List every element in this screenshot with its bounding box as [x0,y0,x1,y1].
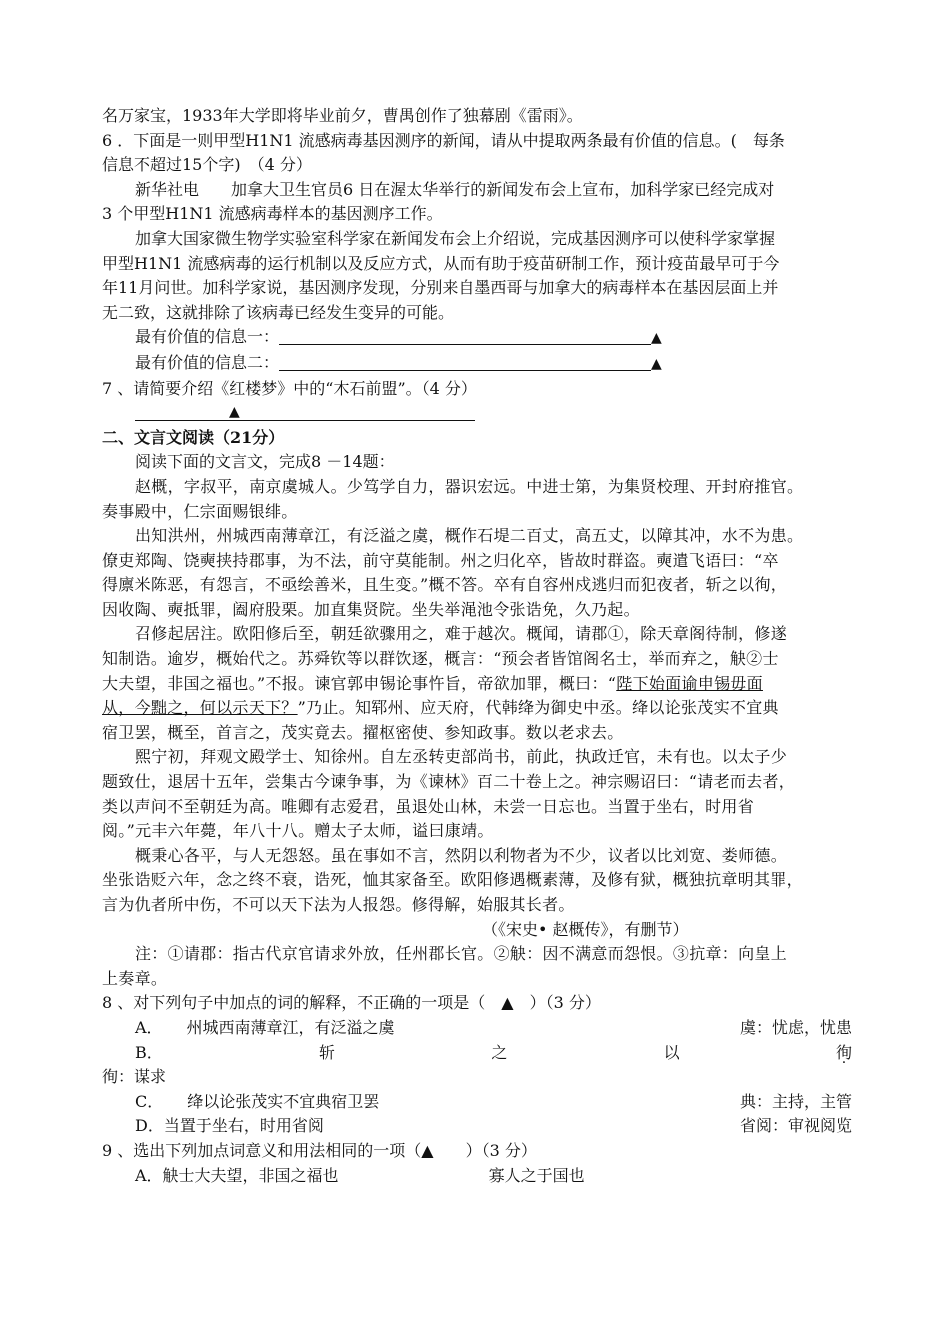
news-paragraph-2-cont: 无二致，这就排除了该病毒已经发生变异的可能。 [102,302,455,322]
news-paragraph-1-cont: 3 个甲型H1N1 流感病毒样本的基因测序工作。 [102,204,443,224]
option-text: 寡人之于国也 [488,1165,585,1185]
exam-page [102,104,852,1188]
passage-line: 阅。”元丰六年薨，年八十八。赠太子太师，谥曰康靖。 [102,821,494,841]
passage-line: 赵概，字叔平，南京虞城人。少笃学自力，器识宏远。中进士第，为集贤校理、开封府推官。 [135,476,804,496]
passage-line: 召修起居注。欧阳修后至，朝廷欲骤用之，难于越次。概闻，请郡①，除天章阁待制，修遂 [135,624,788,644]
option-char: 徇 · [836,1041,852,1066]
answer-blank[interactable] [279,354,651,371]
question-8: 8 、对下列句子中加点的词的解释，不正确的一项是（ ▲ ）（3 分） [102,993,601,1013]
passage-text: ”乃止。知郓州、应天府，代韩绛为御史中丞。绛以论张茂实不宜典 [297,698,779,718]
answer-label: 最有价值的信息一： [135,327,280,347]
instructions: 阅读下面的文言文，完成8 －14题： [135,452,395,472]
news-paragraph-2: 加拿大国家微生物学实验室科学家在新闻发布会上介绍说，完成基因测序可以使科学家掌握 [135,228,776,248]
passage-line: 概秉心各平，与人无怨怒。虽在事如不言，然阴以利物者为不少，议者以比刘宽、娄师德。 [135,845,788,865]
option-b-gloss: 徇：谋求 [102,1067,167,1087]
option-text: A． 州城西南薄章江，有泛溢之虞 [135,1017,395,1037]
underlined-sentence: 从，今黜之，何以示天下？ [102,698,298,718]
question-6-cont: 信息不超过15个字) （4 分） [102,155,312,175]
answer-blank[interactable] [279,328,651,345]
passage-line: 题致仕，退居十五年，尝集古今谏争事，为《谏林》百二十卷上之。神宗赐诏曰：“请老而去者， [102,772,796,792]
passage-line: 宿卫罢，概至，首言之，茂实竟去。擢枢密使、参知政事。数以老求去。 [102,722,624,742]
passage-line [102,696,852,721]
triangle-icon: ▲ [229,404,240,421]
news-paragraph-2-cont: 甲型H1N1 流感病毒的运行机制以及反应方式，从而有助于疫苗研制工作，预计疫苗最早可于今 [102,253,780,273]
triangle-icon: ▲ [651,330,662,347]
passage-line: 因收陶、奭抵罪，阖府股栗。加直集贤院。坐失举渑池令张诰免，久乃起。 [102,599,640,619]
option-text: D．当置于坐右，时用省阅 [135,1116,324,1136]
answer-line-info-2 [102,351,852,377]
option-char: 以 [663,1042,680,1062]
passage-line: 僚吏郑陶、饶奭挟持郡事，为不法，前守莫能制。州之归化卒，皆故时群盗。奭遣飞语曰：“卒 [102,550,779,570]
option-gloss: 虞：忧虑，忧患 [739,1017,852,1037]
option-b [102,1041,852,1066]
option-d [102,1114,852,1139]
option-text: C． 绛以论张茂实不宜典宿卫罢 [135,1091,380,1111]
answer-label: 最有价值的信息二： [135,352,280,372]
news-paragraph-2-cont: 年11月问世。加科学家说，基因测序发现，分别来自墨西哥与加拿大的病毒样本在基因层面上并 [102,278,779,298]
answer-line-info-1 [102,325,852,351]
section-heading: 二、文言文阅读（21分） [102,427,285,447]
question-9: 9 、选出下列加点词意义和用法相同的一项（▲ ）（3 分） [102,1140,537,1160]
option-a [102,1164,852,1189]
triangle-icon: ▲ [651,355,662,372]
answer-line-q7 [102,401,852,426]
underlined-sentence: 陛下始面谕申锡毋面 [616,673,763,693]
option-c [102,1090,852,1115]
option-char: 之 [491,1042,508,1062]
passage-line: 出知洪州，州城西南薄章江，有泛溢之虞，概作石堤二百丈，高五丈，以障其冲，水不为患。 [135,526,804,546]
passage-line: 言为仇者所中伤，不可以天下法为人报怨。修得解，始服其长者。 [102,895,575,914]
passage-line: 知制诰。逾岁，概始代之。苏舜钦等以群饮逐，概言：“预会者皆馆阁名士，举而弃之，觖②士 [102,649,779,669]
passage-line: 类以声问不至朝廷为高。唯卿有志爱君，虽退处山林，未尝一日忘也。当置于坐右，时用省 [102,796,755,816]
passage-line: 得廪米陈恶，有怨言，不亟绘善米，且生变。”概不答。卒有自容州戍逃归而犯夜者，斩之以徇， [102,575,788,595]
option-a [102,1016,852,1041]
question-7: 7 、请简要介绍《红楼梦》中的“木石前盟”。（4 分） [102,378,477,398]
question-6: 6 ．下面是一则甲型H1N1 流感病毒基因测序的新闻，请从中提取两条最有价值的信息。( 每条 [102,130,785,150]
source-citation: （《宋史• 赵概传》，有删节） [482,919,689,939]
text-line: 名万家宝，1933年大学即将毕业前夕，曹禺创作了独幕剧《雷雨》。 [102,106,583,125]
option-text: A．觖士大夫望，非国之福也 [135,1165,339,1185]
footnote-cont: 上奏章。 [102,968,168,988]
news-paragraph-1: 新华社电 加拿大卫生官员6 日在渥太华举行的新闻发布会上宣布，加科学家已经完成对 [135,179,775,199]
answer-blank[interactable] [135,404,475,421]
footnote: 注：①请郡：指古代京官请求外放，任州郡长官。②觖：因不满意而怨恨。③抗章：向皇上 [135,944,788,964]
option-label: B． [135,1042,163,1062]
option-gloss: 典：主持，主管 [739,1091,852,1111]
option-char: 斩 [319,1042,336,1062]
passage-line: 奏事殿中，仁宗面赐银绯。 [102,501,298,521]
passage-text: 大夫望，非国之福也。”不报。谏官郭申锡论事忤旨，帝欲加罪，概曰：“ [102,673,617,693]
passage-line: 熙宁初，拜观文殿学士、知徐州。自左丞转吏部尚书，前此，执政迁官，未有也。以太子少 [135,747,788,767]
passage-line [102,672,852,697]
passage-line: 坐张诰贬六年，念之终不衰，诰死，恤其家备至。欧阳修遇概素薄，及修有狱，概独抗章明其罪， [102,870,803,890]
option-gloss: 省阅：审视阅览 [739,1116,852,1136]
